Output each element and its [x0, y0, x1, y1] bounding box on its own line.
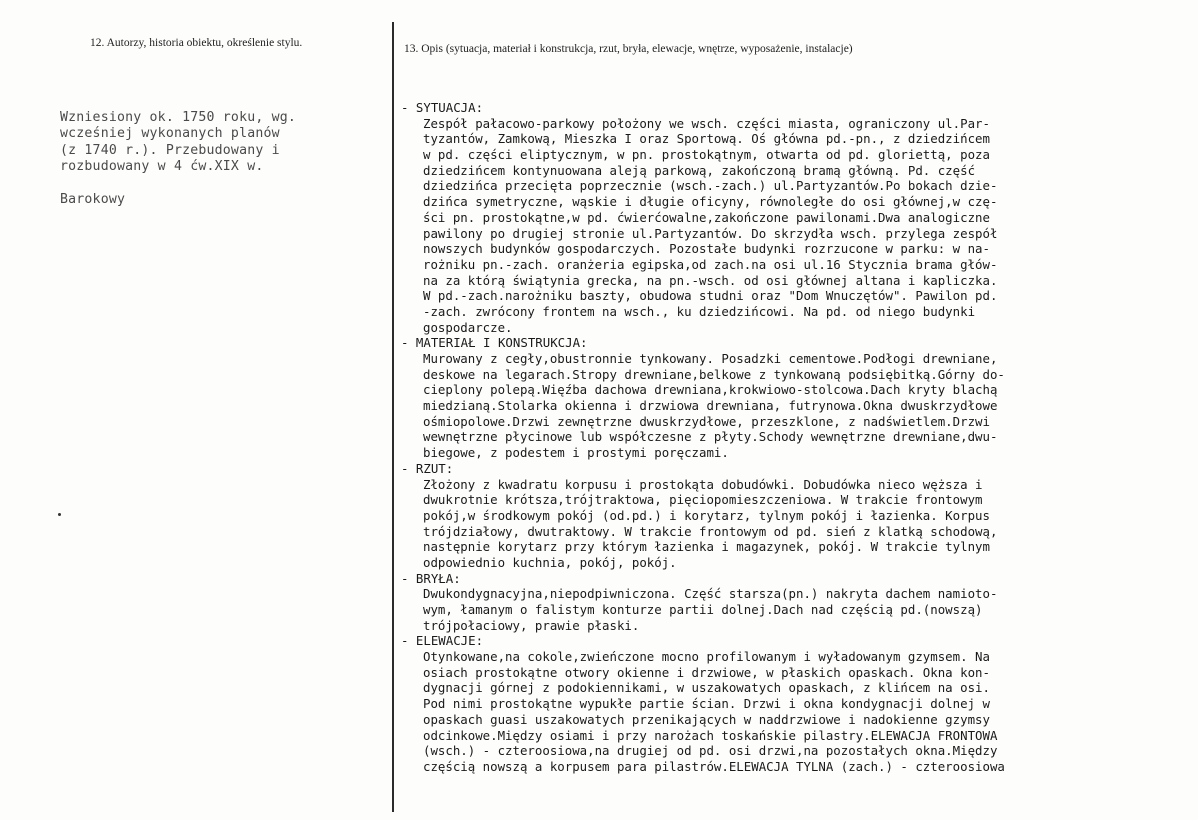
text-line: częścią nowszą a korpusem para pilastrów.ELEWACJA TYLNA (zach.) - czteroosiowa	[423, 758, 1005, 774]
text-line: wym, łamanym o falistym konturze partii dolnej.Dach nad częścią pd.(nowszą)	[423, 602, 983, 617]
column-divider	[392, 22, 394, 812]
text-line: ści pn. prostokątne,w pd. ćwierćowalne,zakończone pawilonami.Dwa analogiczne	[423, 209, 990, 225]
section-heading-bryla: - BRYŁA:	[401, 570, 461, 586]
text-line: Murowany z cegły,obustronnie tynkowany. Posadzki cementowe.Podłogi drewniane,	[423, 351, 998, 366]
text-line: pokój,w środkowym pokój (od.pd.) i korytarz, tylnym pokój i łazienka. Korpus	[423, 507, 990, 523]
text-line: nowszych budynków gospodarczych. Pozostałe budynki rozrzucone w parku: w na-	[423, 241, 990, 257]
section-heading-material: - MATERIAŁ I KONSTRUKCJA:	[401, 335, 588, 351]
text-line: na za którą świątynia grecka, na pn.-wsch. od osi głównej altana i kapliczka.	[423, 272, 998, 288]
history-line: (z 1740 r.). Przebudowany i	[60, 142, 280, 158]
text-line: gospodarcze.	[423, 319, 513, 335]
text-line: trójdziałowy, dwutraktowy. W trakcie frontowym od pd. sień z klatką schodową,	[423, 523, 998, 539]
text-line: W pd.-zach.narożniku baszty, obudowa studni oraz "Dom Wnuczętów". Pawilon pd.	[423, 288, 998, 304]
section-heading-rzut: - RZUT:	[401, 460, 454, 476]
text-line: dwukrotnie krótsza,trójtraktowa, pięciopomieszczeniowa. W trakcie frontowym	[423, 492, 983, 508]
text-line: wewnętrzne płycinowe lub współczesne z płyty.Schody wewnętrzne drewniane,dwu-	[423, 429, 998, 445]
text-line: biegowe, z podestem i prostymi poręczami.	[423, 445, 729, 461]
history-line: rozbudowany w 4 ćw.XIX w.	[60, 159, 264, 175]
text-line: opaskach guasi uszakowatych przenikających w naddrzwiowe i nadokienne gzymsy	[423, 711, 990, 727]
text-line: Zespół pałacowo-parkowy położony we wsch. części miasta, ograniczony ul.Par-	[423, 115, 990, 131]
text-line: Otynkowane,na cokole,zwieńczone mocno profilowanym i wyładowanym gzymsem. Na	[423, 649, 990, 665]
text-line: cieplony polepą.Więźba dachowa drewniana,krokwiowo-stolcowa.Dach kryty blachą	[423, 382, 998, 398]
text-line: dzińca symetryczne, wąskie i długie oficyny, równoległe do osi głównej,w czę-	[423, 194, 998, 210]
section-heading-elewacje: - ELEWACJE:	[401, 633, 484, 649]
history-line: wcześniej wykonanych planów	[60, 126, 280, 142]
history-line: Wzniesiony ok. 1750 roku, wg.	[60, 110, 297, 125]
text-line: tyzantów, Zamkową, Mieszka I oraz Sportową. Oś główna pd.-pn., z dziedzińcem	[423, 131, 990, 147]
text-line: rożniku pn.-zach. oranżeria egipska,od zach.na osi ul.16 Stycznia brama głów-	[423, 256, 998, 272]
section-12-title: 12. Autorzy, historia obiektu, określenie stylu.	[90, 37, 303, 49]
description-text	[401, 100, 1196, 775]
text-line: dziedzińca przecięta poprzecznie (wsch.-zach.) ul.Partyzantów.Po bokach dzie-	[423, 178, 998, 194]
text-line: -zach. zwrócony frontem na wsch., ku dziedzińcowi. Na pd. od niego budynki	[423, 303, 976, 319]
text-line: (wsch.) - czteroosiowa,na drugiej od pd. osi drzwi,na pozostałych okna.Między	[423, 743, 998, 759]
text-line: następnie korytarz przy którym łazienka i magazynek, pokój. W trakcie tylnym	[423, 539, 990, 555]
section-13-title: 13. Opis (sytuacja, materiał i konstrukcja, rzut, bryła, elewacje, wnętrze, wyposażenie, instalacje)	[404, 43, 853, 55]
stray-dot	[58, 513, 61, 516]
style-label: Barokowy	[60, 191, 126, 207]
authors-history-style-text	[60, 110, 380, 208]
text-line: Pod nimi prostokątne wypukłe partie ścian. Drzwi i okna kondygnacji dolnej w	[423, 696, 990, 712]
text-line: dygnacji górnej z podokiennikami, w uszakowatych opaskach, z klińcem na osi.	[423, 680, 990, 696]
text-line: deskowe na legarach.Stropy drewniane,belkowe z tynkowaną podsiębitką.Górny do-	[423, 366, 1005, 382]
text-line: trójpołaciowy, prawie płaski.	[423, 617, 640, 633]
text-line: pawilony po drugiej stronie ul.Partyzantów. Do skrzydła wsch. przylega zespół	[423, 225, 998, 241]
text-line: w pd. części eliptycznym, w pn. prostokątnym, otwarta od pd. gloriettą, poza	[423, 147, 990, 163]
text-line: Dwukondygnacyjna,niepodpiwniczona. Część starsza(pn.) nakryta dachem namioto-	[423, 586, 998, 602]
text-line: miedzianą.Stolarka okienna i drzwiowa drewniana, futrynowa.Okna dwuskrzydłowe	[423, 398, 998, 414]
text-line: odpowiednio kuchnia, pokój, pokój.	[423, 554, 677, 570]
text-line: Złożony z kwadratu korpusu i prostokąta dobudówki. Dobudówka nieco węższa i	[423, 476, 983, 492]
text-line: dziedzińcem kontynuowana aleją parkową, zakończoną bramą główną. Pd. część	[423, 162, 976, 178]
text-line: ośmiopolowe.Drzwi zewnętrzne dwuskrzydłowe, przeszklone, z nadświetlem.Drzwi	[423, 413, 990, 429]
text-line: osiach prostokątne otwory okienne i drzwiowe, w płaskich opaskach. Okna kon-	[423, 664, 990, 680]
section-heading-sytuacja: - SYTUACJA:	[401, 100, 484, 115]
text-line: odcinkowe.Między osiami i przy narożach toskańskie pilastry.ELEWACJA FRONTOWA	[423, 727, 998, 743]
